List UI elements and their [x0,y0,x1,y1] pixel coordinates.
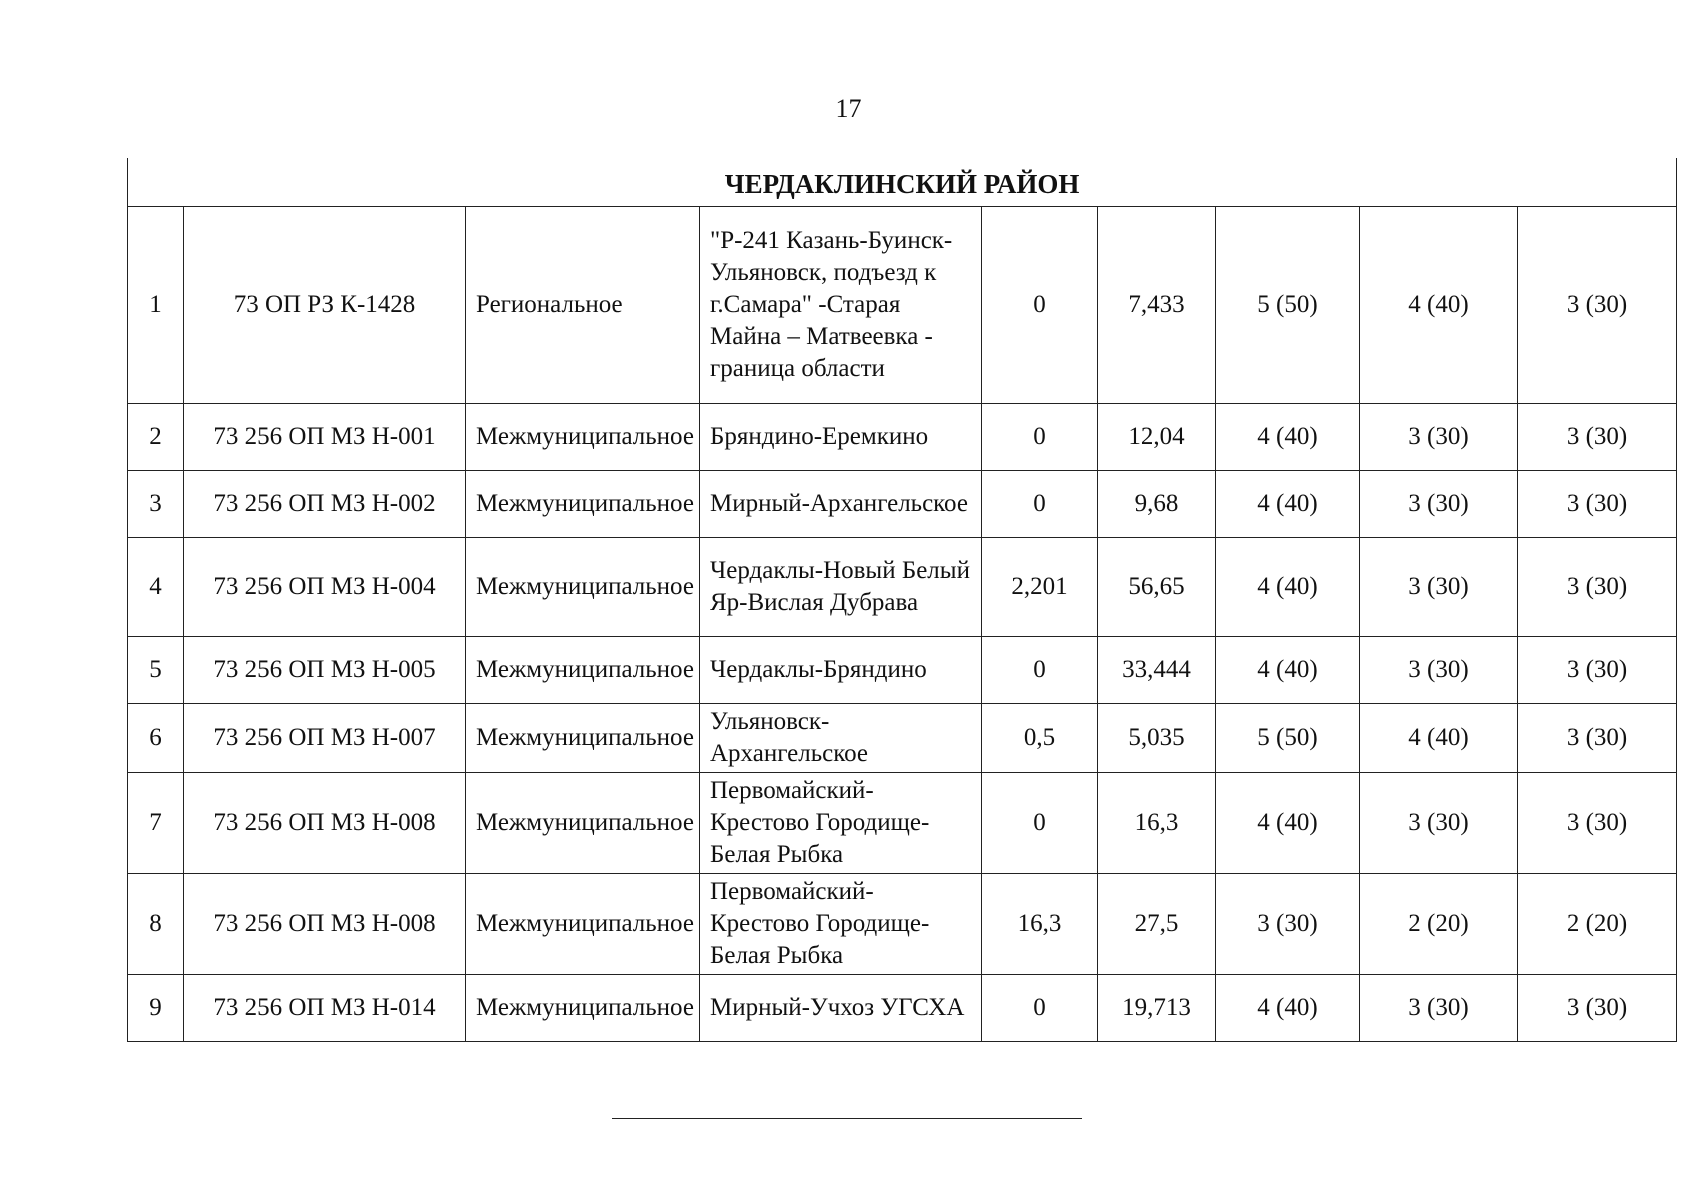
table-row [128,874,1677,975]
value-col-2: 3 (30) [1360,471,1518,538]
road-code: 73 256 ОП МЗ Н-004 [184,538,466,637]
km-start: 0 [982,637,1098,704]
row-number: 9 [128,975,184,1042]
road-code: 73 ОП РЗ К-1428 [184,207,466,404]
table-row [128,637,1677,704]
road-significance: Межмуниципальное [466,404,700,471]
km-end: 7,433 [1098,207,1216,404]
value-col-1: 5 (50) [1216,207,1360,404]
km-start: 0,5 [982,704,1098,773]
row-number: 8 [128,874,184,975]
road-significance: Межмуниципальное [466,773,700,874]
table-row [128,207,1677,404]
value-col-2: 3 (30) [1360,975,1518,1042]
km-start: 0 [982,207,1098,404]
road-name: Первомайский-Крестово Городище-Белая Рыбка [700,773,982,874]
road-code: 73 256 ОП МЗ Н-014 [184,975,466,1042]
table-row [128,404,1677,471]
km-end: 56,65 [1098,538,1216,637]
row-number: 4 [128,538,184,637]
road-significance: Межмуниципальное [466,538,700,637]
road-name: Мирный-Учхоз УГСХА [700,975,982,1042]
value-col-1: 3 (30) [1216,874,1360,975]
row-number: 1 [128,207,184,404]
road-name: Первомайский-Крестово Городище-Белая Рыбка [700,874,982,975]
road-code: 73 256 ОП МЗ Н-005 [184,637,466,704]
km-end: 5,035 [1098,704,1216,773]
footer-divider [612,1118,1082,1119]
km-end: 16,3 [1098,773,1216,874]
km-start: 0 [982,471,1098,538]
value-col-3: 3 (30) [1518,471,1677,538]
table-row [128,471,1677,538]
row-number: 3 [128,471,184,538]
km-end: 33,444 [1098,637,1216,704]
value-col-2: 3 (30) [1360,773,1518,874]
road-name: Ульяновск-Архангельское [700,704,982,773]
value-col-3: 3 (30) [1518,637,1677,704]
km-start: 16,3 [982,874,1098,975]
roads-table [127,158,1677,1042]
value-col-3: 3 (30) [1518,773,1677,874]
value-col-1: 4 (40) [1216,404,1360,471]
district-title: ЧЕРДАКЛИНСКИЙ РАЙОН [128,158,1677,207]
km-start: 0 [982,773,1098,874]
value-col-3: 2 (20) [1518,874,1677,975]
value-col-2: 2 (20) [1360,874,1518,975]
road-significance: Межмуниципальное [466,637,700,704]
value-col-2: 4 (40) [1360,207,1518,404]
value-col-1: 4 (40) [1216,538,1360,637]
road-significance: Межмуниципальное [466,704,700,773]
road-code: 73 256 ОП МЗ Н-002 [184,471,466,538]
row-number: 7 [128,773,184,874]
road-code: 73 256 ОП МЗ Н-008 [184,773,466,874]
road-name: Чердаклы-Бряндино [700,637,982,704]
roads-table-container [127,158,1676,1042]
value-col-1: 4 (40) [1216,975,1360,1042]
value-col-2: 3 (30) [1360,404,1518,471]
value-col-3: 3 (30) [1518,704,1677,773]
value-col-3: 3 (30) [1518,538,1677,637]
road-code: 73 256 ОП МЗ Н-008 [184,874,466,975]
km-start: 0 [982,975,1098,1042]
road-significance: Межмуниципальное [466,874,700,975]
table-row [128,704,1677,773]
table-row [128,538,1677,637]
road-name: Чердаклы-Новый Белый Яр-Вислая Дубрава [700,538,982,637]
road-significance: Межмуниципальное [466,975,700,1042]
value-col-1: 4 (40) [1216,637,1360,704]
row-number: 2 [128,404,184,471]
road-name: Мирный-Архангельское [700,471,982,538]
value-col-1: 4 (40) [1216,773,1360,874]
row-number: 5 [128,637,184,704]
road-code: 73 256 ОП МЗ Н-007 [184,704,466,773]
value-col-2: 3 (30) [1360,538,1518,637]
km-start: 2,201 [982,538,1098,637]
value-col-2: 4 (40) [1360,704,1518,773]
road-significance: Региональное [466,207,700,404]
road-significance: Межмуниципальное [466,471,700,538]
district-header-row [128,158,1677,207]
value-col-1: 5 (50) [1216,704,1360,773]
km-end: 9,68 [1098,471,1216,538]
value-col-1: 4 (40) [1216,471,1360,538]
page-number: 17 [835,94,862,123]
km-start: 0 [982,404,1098,471]
value-col-3: 3 (30) [1518,404,1677,471]
km-end: 27,5 [1098,874,1216,975]
km-end: 19,713 [1098,975,1216,1042]
table-row [128,773,1677,874]
value-col-3: 3 (30) [1518,975,1677,1042]
row-number: 6 [128,704,184,773]
road-name: "Р-241 Казань-Буинск-Ульяновск, подъезд к г.Самара" -Старая Майна – Матвеевка - граница области [700,207,982,404]
value-col-3: 3 (30) [1518,207,1677,404]
km-end: 12,04 [1098,404,1216,471]
road-name: Бряндино-Еремкино [700,404,982,471]
value-col-2: 3 (30) [1360,637,1518,704]
table-row [128,975,1677,1042]
road-code: 73 256 ОП МЗ Н-001 [184,404,466,471]
